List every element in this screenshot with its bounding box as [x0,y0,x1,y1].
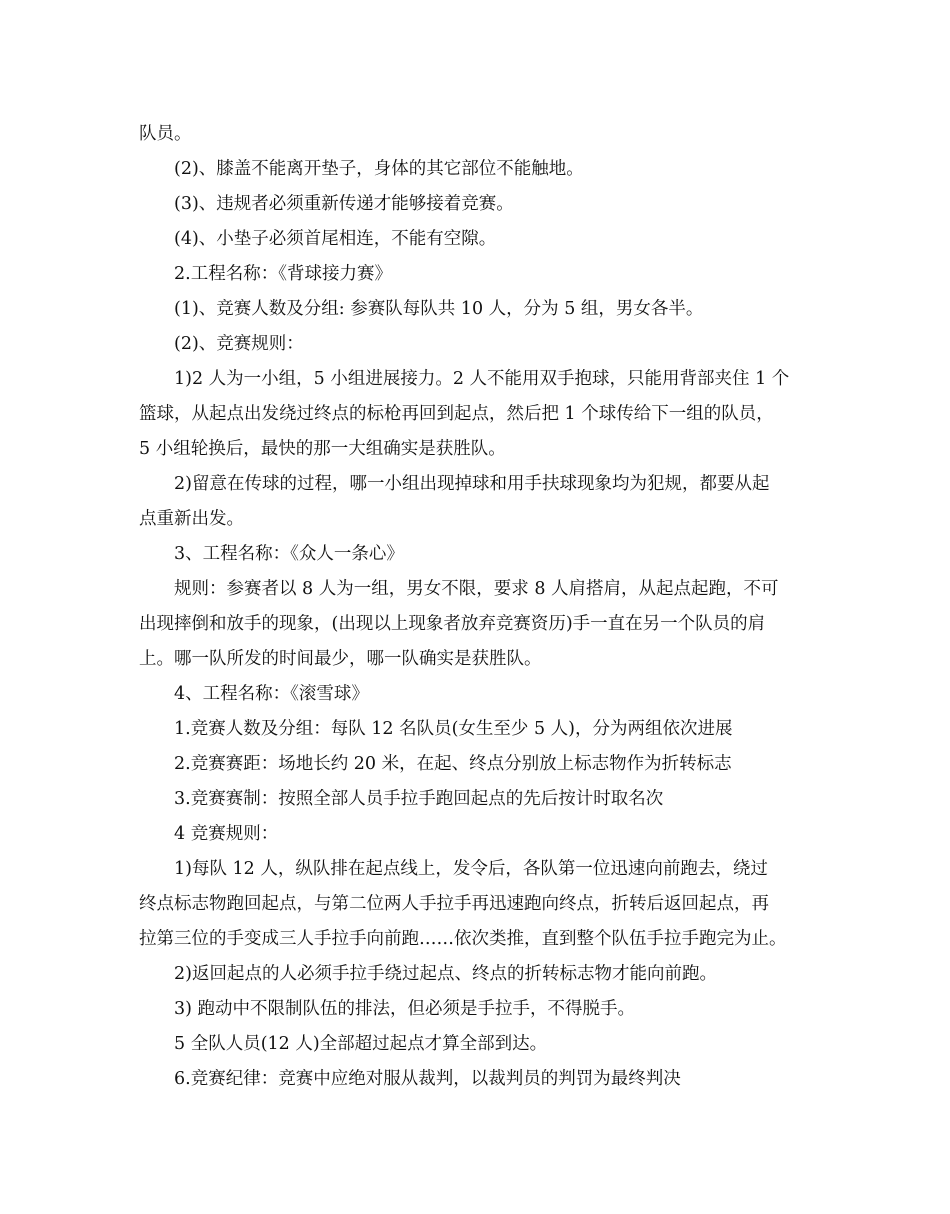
text-line: 5 小组轮换后，最快的那一大组确实是获胜队。 [139,439,506,459]
text-line: (2)、膝盖不能离开垫子，身体的其它部位不能触地。 [174,159,584,179]
text-line: 上。哪一队所发的时间最少，哪一队确实是获胜队。 [139,649,542,669]
text-line: 4 竞赛规则： [174,824,279,844]
text-line: 5 全队人员(12 人)全部超过起点才算全部到达。 [174,1034,548,1054]
text-line: 点重新出发。 [139,509,244,529]
text-line: (2)、竞赛规则： [174,334,304,354]
text-line: 2.工程名称：《背球接力赛》 [174,264,392,284]
text-line: (1)、竞赛人数及分组: 参赛队每队共 10 人，分为 5 组，男女各半。 [174,299,704,319]
text-line: 1)每队 12 人，纵队排在起点线上，发令后，各队第一位迅速向前跑去，绕过 [174,859,768,879]
text-line: (4)、小垫子必须首尾相连，不能有空隙。 [174,229,497,249]
text-line: 4、工程名称：《滚雪球》 [174,684,369,704]
text-line: 篮球，从起点出发绕过终点的标枪再回到起点，然后把 1 个球传给下一组的队员， [139,404,774,424]
text-line: 2.竞赛赛距：场地长约 20 米，在起、终点分别放上标志物作为折转标志 [174,754,732,774]
text-line: 1.竞赛人数及分组：每队 12 名队员(女生至少 5 人)，分为两组依次进展 [174,719,733,739]
text-line: (3)、违规者必须重新传递才能够接着竞赛。 [174,194,514,214]
text-line: 3.竞赛赛制：按照全部人员手拉手跑回起点的先后按计时取名次 [174,789,664,809]
text-line: 2)留意在传球的过程，哪一小组出现掉球和用手扶球现象均为犯规，都要从起 [174,474,770,494]
text-line: 6.竞赛纪律：竞赛中应绝对服从裁判，以裁判员的判罚为最终判决 [174,1069,681,1089]
text-line: 终点标志物跑回起点，与第二位两人手拉手再迅速跑向终点，折转后返回起点，再 [139,894,769,914]
text-line: 出现摔倒和放手的现象，(出现以上现象者放弃竞赛资历)手一直在另一个队员的肩 [139,614,766,634]
text-line: 2)返回起点的人必须手拉手绕过起点、终点的折转标志物才能向前跑。 [174,964,717,984]
text-line: 1)2 人为一小组，5 小组进展接力。2 人不能用双手抱球，只能用背部夹住 1 个 [174,369,790,389]
text-line: 队员。 [139,124,192,144]
text-line: 3) 跑动中不限制队伍的排法，但必须是手拉手，不得脱手。 [174,999,636,1019]
text-line: 3、工程名称：《众人一条心》 [174,544,404,564]
text-line: 规则：参赛者以 8 人为一组，男女不限，要求 8 人肩搭肩，从起点起跑，不可 [174,579,779,599]
text-line: 拉第三位的手变成三人手拉手向前跑……依次类推，直到整个队伍手拉手跑完为止。 [139,929,787,949]
